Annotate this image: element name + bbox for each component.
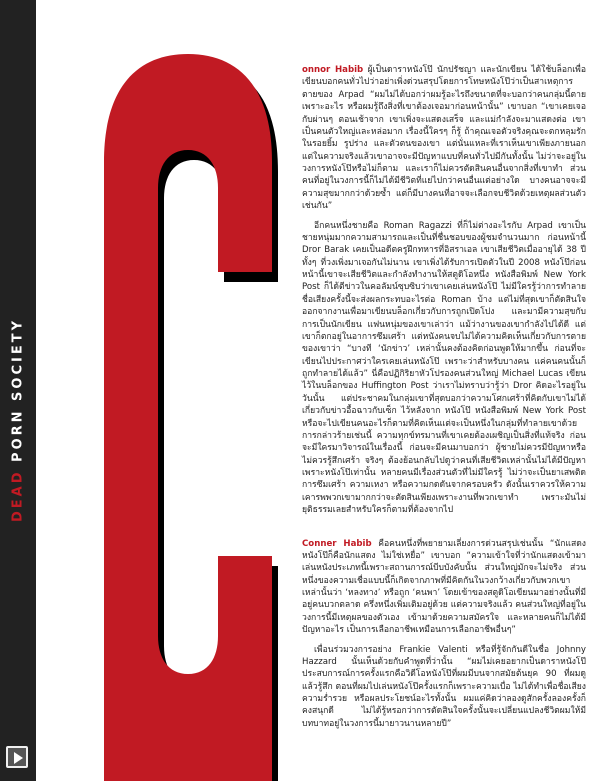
paragraph-frankie: [302, 644, 586, 731]
paragraph-text: ผู้เป็นดาราหนังโป๊ นักปรัชญา และนักเขียน ได้ใช้บล็อกเพื่อเขียนบอกคนทั่วไปว่าอย่าเพิ่งด่วนสรุปโดยการโทษหนังโป๊ว่าเป็นสาเหตุการตายของ Arpad “ผมไม่ได้บอกว่าผมรู้อะไรถึงขนาดที่จะบอกว่าคนกลุ่มนี้ตายเพราะอะไร หรือผมรู้ถึงสิ่งที่เขาต้องเจอมาก่อนหน้านั้น” เขาบอก “เขาเคยเจอกับผ่านๆ ตอนเช้าจาก เขาเพิ่งจะแสดงเสร็จ และแม่กำลังจะมาแสดงต่อ เขาเป็นคนตัวใหญ่และหล่อมาก เรื่องนี้ใครๆ ก็รู้ ถ้าคุณเจอตัวจริงคุณจะตกหลุมรักในรอยยิ้ม รูปร่าง และตัวตนของเขา แต่นั่นแหละที่เราเห็นเขาเพียงภายนอก แต่ในความจริงแล้วเขาอาจจะมีปัญหาแบบที่คนทั่วไปมีกันทั้งนั้น ไม่ว่าจะอยู่ในวงการหนังโป๊หรือไม่ก็ตาม และเราก็ไม่ควรตัดสินคนอื่นจากสิ่งที่เขาทำ ส่วนคนที่อยู่ในวงการนี้ก็ไม่ได้มีชีวิตที่แย่ไปกว่าคนอื่นแต่อย่างใด บางคนอาจจะมีความสุขมากกว่าด้วยซ้ำ แต่ก็มีบางคนที่อาจจะเลือกจบชีวิตด้วยเหตุผลส่วนตัวเช่นกัน”: [302, 65, 587, 212]
paragraph-intro: [302, 64, 586, 213]
article-body: [302, 64, 586, 737]
play-button[interactable]: [6, 746, 28, 768]
paragraph-conner: [302, 538, 586, 637]
magazine-title-word-dead: DEAD: [10, 469, 26, 523]
author-name: Conner Habib: [302, 538, 372, 549]
play-icon: [14, 752, 23, 764]
paragraph-text: คือคนหนึ่งที่พยายามเลี่ยงการด่วนสรุปเช่นนั้น “นักแสดงหนังโป๊ก็คือนักแสดง ไม่ใช่เหยื่อ” เขาบอก “ความเข้าใจที่ว่านักแสดงเข้ามาเล่นหนังประเภทนี้เพราะสถานการณ์บีบบังคับนั้น ส่วนใหญ่มักจะไม่จริง ส่วนหนึ่งของความเชื่อแบบนี้ก็เกิดจากภาพที่มีคิดกันในวงกว้างเกี่ยวกับพวกเขาเหล่านั้นว่า ‘หลงทาง’ หรือถูก ‘คนพา’ โดยเข้าของสตูดิโอเขียนมาอย่างนั้นที่มีอยู่คนบวกตลาด ครึ่งหนึ่งเพิ่มเติมอยู่ด้วย แต่ความจริงแล้ว คนส่วนใหญ่ที่อยู่ในวงการนี้มีเหตุผลของตัวเอง เข้ามาด้วยความสมัครใจ และหลายคนก็ไม่ได้มีปัญหาอะไร เป็นการเลือกอาชีพเหมือนการเลือกอาชีพอื่นๆ”: [302, 538, 586, 636]
paragraph-text: อีกคนหนึ่งชายคือ Roman Ragazzi ที่ก็ไม่ต่างอะไรกับ Arpad เขาเป็นชายหนุ่มมากความสามารถและเป็นที่ชื่นชอบของผู้ชมจำนวนมาก ก่อนหน้านี้ Dror Barak เคยเป็นอดีตครูฝึกทหารที่อิสราเอล เขาเสียชีวิตเมื่ออายุได้ 38 ปี ทั้งๆ ที่วงเพิ่งมาเจอกันไม่นาน เขาเพิ่งได้รับการเปิดตัวในปี 2008 หนังโป๊ก่อนหน้านี้เขาจะเสียชีวิตและกำลังทำงานให้สตูดิโอหนึ่ง หนังสือพิมพ์ New York Post ก็ได้ตีข่าวในคอลัมน์ซุบซิบว่าเขาเคยเล่นหนังโป๊ ไม่มีใครรู้ว่าการทำลายชื่อเสียงครั้งนี้จะส่งผลกระทบอะไรต่อ Roman บ้าง แต่ไม่ที่สุดเขาก็ตัดสินใจออกจากงานเพื่อมาเขียนบล็อกเกี่ยวกับการถูกเปิดโปง และมามีความสุขกับการเป็นนักเขียน แฟนหนุ่มของเขาเล่าว่า แม้ว่างานของเขากำลังไปได้ดี แต่เขาก็ตกอยู่ในอาการซึมเศร้า แต่หนังคนจบไม่ได้ความคิดเห็นเกี่ยวกับการตายของเขาว่า “บางที ‘นักข่าว’ เหล่านั้นคงต้องคิดก่อนพูดให้มากขึ้น ก่อนที่จะเขียนไปประกาศว่าใครเคยเล่นหนังโป๊ เพราะว่าสำหรับบางคน แค่คนคนนั้นก็ถูกทำลายได้แล้ว” นี่คือปฏิกิริยาหัวโปรองคนส่วนใหญ่ Michael Lucas เขียนไว้ในบล็อกของ Huffington Post ว่าเราไม่ทราบว่ารู้ว่า Dror คิดอะไรอยู่ในวันนั้น แต่ประชาคมในกลุ่มเขาที่สุดบอกว่าความโศกเศร้าที่คิดกับเขาไม่ได้เกี่ยวกับข่าวอื้อฉาวกับเซ็ก ไว้หลังจาก หนังโป๊ หนังสือพิมพ์ New York Post หรือจะไปเขียนคนอะไรก็ตามที่คิดเห็นแต่จะเป็นหนึ่งในกลุ่มที่ทำลายเขาด้วยการกล่าวร้ายเช่นนี้ ความทุกข์ทรมานที่เขาเคยต้องเผชิญเป็นสิ่งที่แท้จริง ก่อนจะมีใครมาวิจารณ์ในเรื่องนี้ ก่อนจะมีคนมาบอกว่า ผู้ชายไม่ควรมีปัญหาหรือไม่ควรรู้สึกเศร้า จริงๆ ต้องย้อนกลับไปดูว่าคนที่เสียชีวิตเหล่านั้นไม่ได้มีปัญหาเพราะหนังโป๊เท่านั้น หลายคนมีเรื่องส่วนตัวที่ไม่มีใครรู้ ไม่ว่าจะเป็นยาเสพติด การซึมเศร้า ความเหงา หรือความกดดันจากครอบครัว ดังนั้นเราควรให้ความเคารพพวกเขามากกว่าจะตัดสินเพียงเพราะงานที่พวกเขาทำ เพราะมันไม่ยุติธรรมเลยสำหรับใครก็ตามที่ต้องจากไป: [302, 220, 586, 516]
paragraph-text: เพื่อนร่วมวงการอย่าง Frankie Valenti หรือที่รู้จักกันดีในชื่อ Johnny Hazzard นั้นเห็นด้วยกับคำพูดที่ว่านั้น “ผมไม่เคยอยากเป็นดาราหนังโป๊ ประสบการณ์การครั้งแรกคือวิดีโอหนังโป๊ที่ผมมีบนจากสมัยต้นยุค 90 ที่ผมดูแล้วรู้สึก ตอนที่ผมไปเล่นหนังโป๊ครั้งแรกก็เพราะความเบื่อ ไม่ได้ทำเพื่อชื่อเสียง ความร่ำรวย หรือผลประโยชน์อะไรทั้งนั้น ผมแค่คิดว่าลองดูสักครั้งลองครั้งก็คงสนุกดี ไม่ได้รู้หรอกว่าการตัดสินใจครั้งนั้นจะเปลี่ยนแปลงชีวิตผมให้มีบทบาทอยู่ในวงการนี้มายาวนานหลายปี”: [302, 644, 586, 729]
drop-cap-body: [104, 54, 272, 781]
magazine-title-vertical: [0, 0, 36, 781]
author-name: onnor Habib: [302, 65, 364, 75]
section-spacer: [302, 524, 586, 538]
paragraph-roman: [302, 220, 586, 517]
drop-cap-letter: [94, 50, 294, 781]
magazine-title-word-society: SOCIETY: [10, 317, 26, 401]
magazine-title-word-porn: PORN: [10, 408, 26, 462]
